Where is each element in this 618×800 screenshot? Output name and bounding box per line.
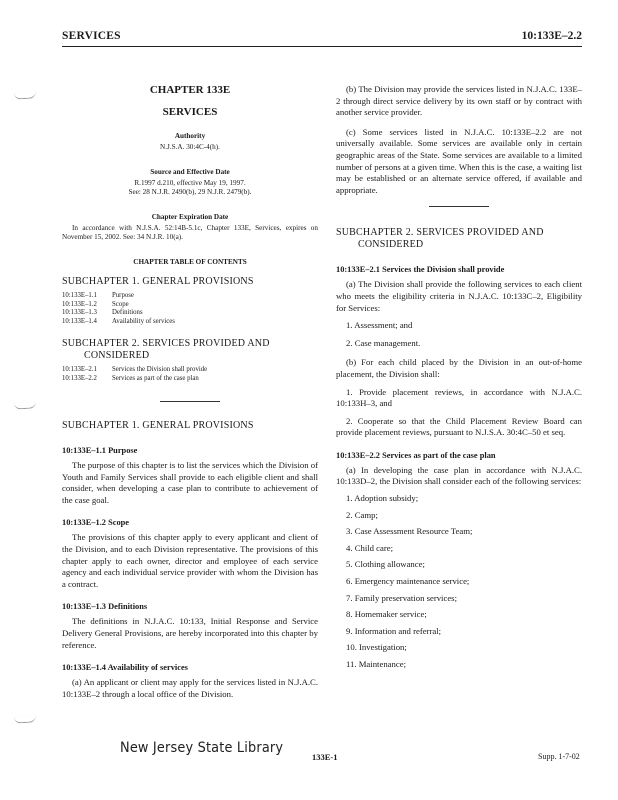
section-1-1-heading: 10:133E–1.1 Purpose [62, 446, 138, 455]
section-1-4-heading: 10:133E–1.4 Availability of services [62, 663, 188, 673]
authority-text: N.J.S.A. 30:4C-4(h). [160, 143, 220, 151]
subchapter-1-heading: SUBCHAPTER 1. GENERAL PROVISIONS [62, 420, 254, 431]
toc-entry[interactable]: 10:133E–1.1 Purpose [62, 292, 134, 299]
toc-entry[interactable]: 10:133E–1.3 Definitions [62, 309, 143, 316]
section-2-1-item-1: 1. Provide placement reviews, in accordance with N.J.A.C. 10:133H–3, and [336, 386, 582, 409]
margin-punch-mark [14, 715, 36, 724]
subchapter-2-heading-cont: CONSIDERED [358, 239, 424, 251]
section-divider [429, 206, 489, 207]
source-line-2: See: 28 N.J.R. 2490(b), 29 N.J.R. 2479(b). [128, 188, 252, 196]
header-rule [62, 46, 582, 47]
toc-subchapter-2: SUBCHAPTER 2. SERVICES PROVIDED AND [62, 338, 270, 349]
list-item: 9. Information and referral; [346, 625, 442, 636]
toc-entry[interactable]: 10:133E–1.4 Availability of services [62, 317, 175, 325]
list-item: 5. Clothing allowance; [346, 559, 425, 570]
list-item: 1. Adoption subsidy; [346, 493, 419, 504]
supplement-date: Supp. 1-7-02 [538, 752, 580, 761]
list-item: 6. Emergency maintenance service; [346, 576, 470, 587]
running-header [62, 30, 582, 46]
chapter-number: CHAPTER 133E [149, 84, 231, 96]
section-2-1-para-b: (b) For each child placed by the Division in an out-of-home placement, the Division shall: [336, 357, 582, 379]
toc-entry[interactable]: 10:133E–1.2 Scope [62, 300, 129, 308]
section-1-4-para-b: (b) The Division may provide the services listed in N.J.A.C. 133E–2 through direct service delivery by its own staff or by contract with another service provider. [336, 84, 582, 118]
toc-entry[interactable]: 10:133E–2.2 Services as part of the case plan [62, 374, 199, 382]
toc-subchapter-2-cont: CONSIDERED [84, 350, 150, 361]
section-1-4-para-c: (c) Some services listed in N.J.A.C. 10:133E–2.2 are not universally available. Some services are available only in certain geographic areas of the State. Some services are available to a limited number of persons at a given time. When this is the case, a waiting list may be established or an alternate service offered, if available and appropriate. [336, 126, 582, 195]
page-number: 133E-1 [312, 752, 338, 762]
list-item: 11. Maintenance; [346, 659, 406, 669]
toc-heading: CHAPTER TABLE OF CONTENTS [133, 258, 247, 266]
list-item: 2. Case management. [346, 337, 421, 348]
section-1-2-text: The provisions of this chapter apply to every applicant and client of the Division, and to each Division representative. The provisions of this chapter apply to each owner, director and employee of each service agency and each individual service provider with whom the Division has a contract. [62, 532, 318, 589]
toc-entry[interactable]: 10:133E–2.1 Services the Division shall provide [62, 366, 208, 373]
section-divider [160, 401, 220, 402]
toc-subchapter-1: SUBCHAPTER 1. GENERAL PROVISIONS [62, 276, 254, 287]
margin-punch-mark [14, 91, 36, 100]
expiration-text: In accordance with N.J.S.A. 52:14B-5.1c, Chapter 133E, Services, expires on November 15, 2002. See: 34 N.J.R. 10(a). [62, 224, 318, 241]
section-1-3-heading: 10:133E–1.3 Definitions [62, 602, 148, 612]
source-heading: Source and Effective Date [150, 168, 230, 176]
section-2-1-para-a: (a) The Division shall provide the following services to each client who meets the eligibility criteria in N.J.A.C. 10:133C–2, Eligibility for Services: [336, 279, 582, 313]
chapter-title: SERVICES [162, 106, 218, 118]
source-line-1: R.1997 d.210, effective May 19, 1997. [134, 179, 246, 187]
right-column [336, 84, 582, 671]
list-item: 4. Child care; [346, 542, 394, 553]
section-2-2-para-a: (a) In developing the case plan in accordance with N.J.A.C. 10:133D–2, the Division shall consider each of the following services: [336, 464, 582, 487]
expiration-heading: Chapter Expiration Date [151, 213, 229, 221]
section-1-2-heading: 10:133E–1.2 Scope [62, 518, 129, 528]
list-item: 1. Assessment; and [346, 320, 413, 331]
left-column [62, 82, 318, 700]
subchapter-2-heading: SUBCHAPTER 2. SERVICES PROVIDED AND [336, 227, 544, 239]
header-section-name: SERVICES [62, 30, 121, 42]
authority-heading: Authority [174, 132, 206, 140]
list-item: 7. Family preservation services; [346, 592, 457, 603]
services-list [336, 493, 582, 671]
header-section-number: 10:133E–2.2 [521, 30, 582, 42]
list-item: 3. Case Assessment Resource Team; [346, 526, 473, 537]
library-stamp: New Jersey State Library [120, 740, 284, 756]
list-item: 2. Camp; [346, 509, 378, 520]
section-2-1-heading: 10:133E–2.1 Services the Division shall provide [336, 265, 505, 275]
section-1-4-text: (a) An applicant or client may apply for the services listed in N.J.A.C. 10:133E–2 through a local office of the Division. [62, 677, 318, 699]
margin-punch-mark [14, 401, 36, 410]
toc-list-1 [62, 292, 318, 326]
section-2-1-item-2: 2. Cooperate so that the Child Placement Review Board can provide placement reviews, pursuant to N.J.S.A. 30:4C–50 et seq. [336, 415, 582, 438]
section-1-3-text: The definitions in N.J.A.C. 10:133, Initial Response and Service Delivery General Provisions, are hereby incorporated into this chapter by reference. [62, 616, 318, 650]
section-2-2-heading: 10:133E–2.2 Services as part of the case plan [336, 450, 496, 460]
list-item: 10. Investigation; [346, 642, 407, 653]
section-1-1-text: The purpose of this chapter is to list the services which the Division of Youth and Family Services shall provide to each eligible client and shall consider, when developing a case plan to contribute to achievement of the case goal. [62, 460, 318, 505]
list-item: 8. Homemaker service; [346, 609, 427, 620]
toc-list-2 [62, 366, 318, 383]
